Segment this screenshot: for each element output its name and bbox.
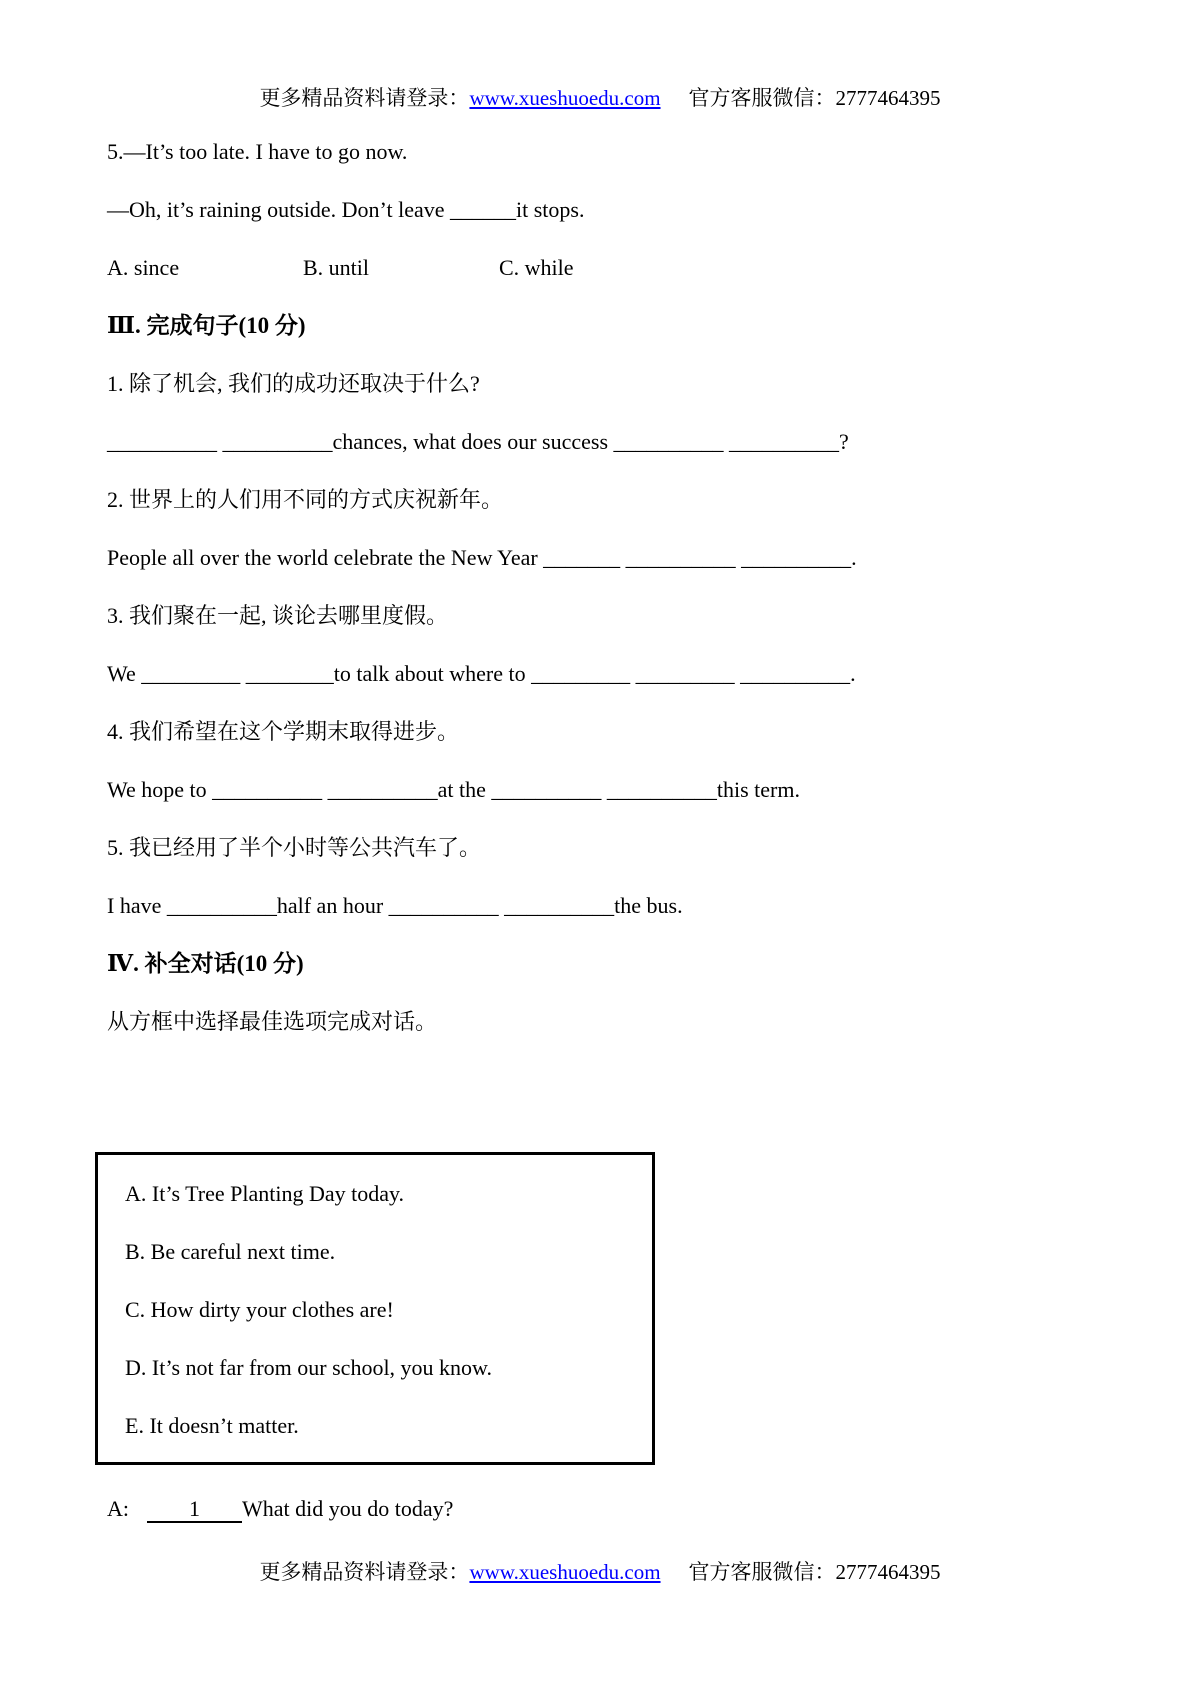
section3-item3-prompt: 3. 我们聚在一起, 谈论去哪里度假。 bbox=[107, 603, 449, 628]
header-text-prefix: 更多精品资料请登录： bbox=[259, 86, 470, 110]
dialogue-line-a bbox=[107, 1495, 1097, 1523]
section3-item1-answer: __________ __________chances, what does our success __________ __________? bbox=[107, 429, 849, 454]
footer-text-prefix: 更多精品资料请登录： bbox=[259, 1560, 470, 1584]
section3-item4-answer: We hope to __________ __________at the __________ __________this term. bbox=[107, 777, 800, 802]
footer-text-suffix: 官方客服微信：2777464395 bbox=[688, 1560, 941, 1584]
mc-option-c: C. while bbox=[499, 255, 574, 280]
box-option-e: E. It doesn’t matter. bbox=[125, 1413, 299, 1438]
box-option-d: D. It’s not far from our school, you know. bbox=[125, 1355, 493, 1380]
header-text-suffix: 官方客服微信：2777464395 bbox=[688, 86, 941, 110]
mc-options-row bbox=[107, 254, 1097, 282]
header-website-link[interactable]: www.xueshuoedu.com bbox=[469, 86, 661, 110]
page-header bbox=[0, 84, 1200, 112]
mc-question-stem-line1: 5.—It’s too late. I have to go now. bbox=[107, 139, 408, 164]
mc-question-stem-line2: —Oh, it’s raining outside. Don’t leave ______it stops. bbox=[107, 197, 585, 222]
dialogue-speaker-label: A: bbox=[107, 1496, 129, 1521]
box-option-a: A. It’s Tree Planting Day today. bbox=[125, 1181, 405, 1206]
mc-option-a: A. since bbox=[107, 255, 180, 280]
section3-item1-prompt: 1. 除了机会, 我们的成功还取决于什么? bbox=[107, 371, 480, 396]
section3-item2-answer: People all over the world celebrate the New Year _______ __________ __________. bbox=[107, 545, 857, 570]
box-option-b: B. Be careful next time. bbox=[125, 1239, 336, 1264]
section3-item3-answer: We _________ ________to talk about where to _________ _________ __________. bbox=[107, 661, 856, 686]
section3-item5-prompt: 5. 我已经用了半个小时等公共汽车了。 bbox=[107, 835, 482, 860]
footer-website-link[interactable]: www.xueshuoedu.com bbox=[469, 1560, 661, 1584]
dialogue-blank-1: 1 bbox=[147, 1497, 242, 1523]
section4-instruction: 从方框中选择最佳选项完成对话。 bbox=[107, 1009, 438, 1034]
page-footer bbox=[0, 1558, 1200, 1586]
dialogue-question-text: What did you do today? bbox=[242, 1496, 454, 1521]
box-option-c: C. How dirty your clothes are! bbox=[125, 1297, 394, 1322]
section3-title: Ⅲ. 完成句子(10 分) bbox=[107, 313, 306, 338]
section3-item5-answer: I have __________half an hour __________ __________the bus. bbox=[107, 893, 683, 918]
section3-item4-prompt: 4. 我们希望在这个学期末取得进步。 bbox=[107, 719, 460, 744]
dialogue-options-box bbox=[95, 1152, 655, 1465]
mc-option-b: B. until bbox=[303, 255, 370, 280]
document-body bbox=[107, 138, 1097, 1553]
section3-item2-prompt: 2. 世界上的人们用不同的方式庆祝新年。 bbox=[107, 487, 504, 512]
section4-title: Ⅳ. 补全对话(10 分) bbox=[107, 951, 304, 976]
